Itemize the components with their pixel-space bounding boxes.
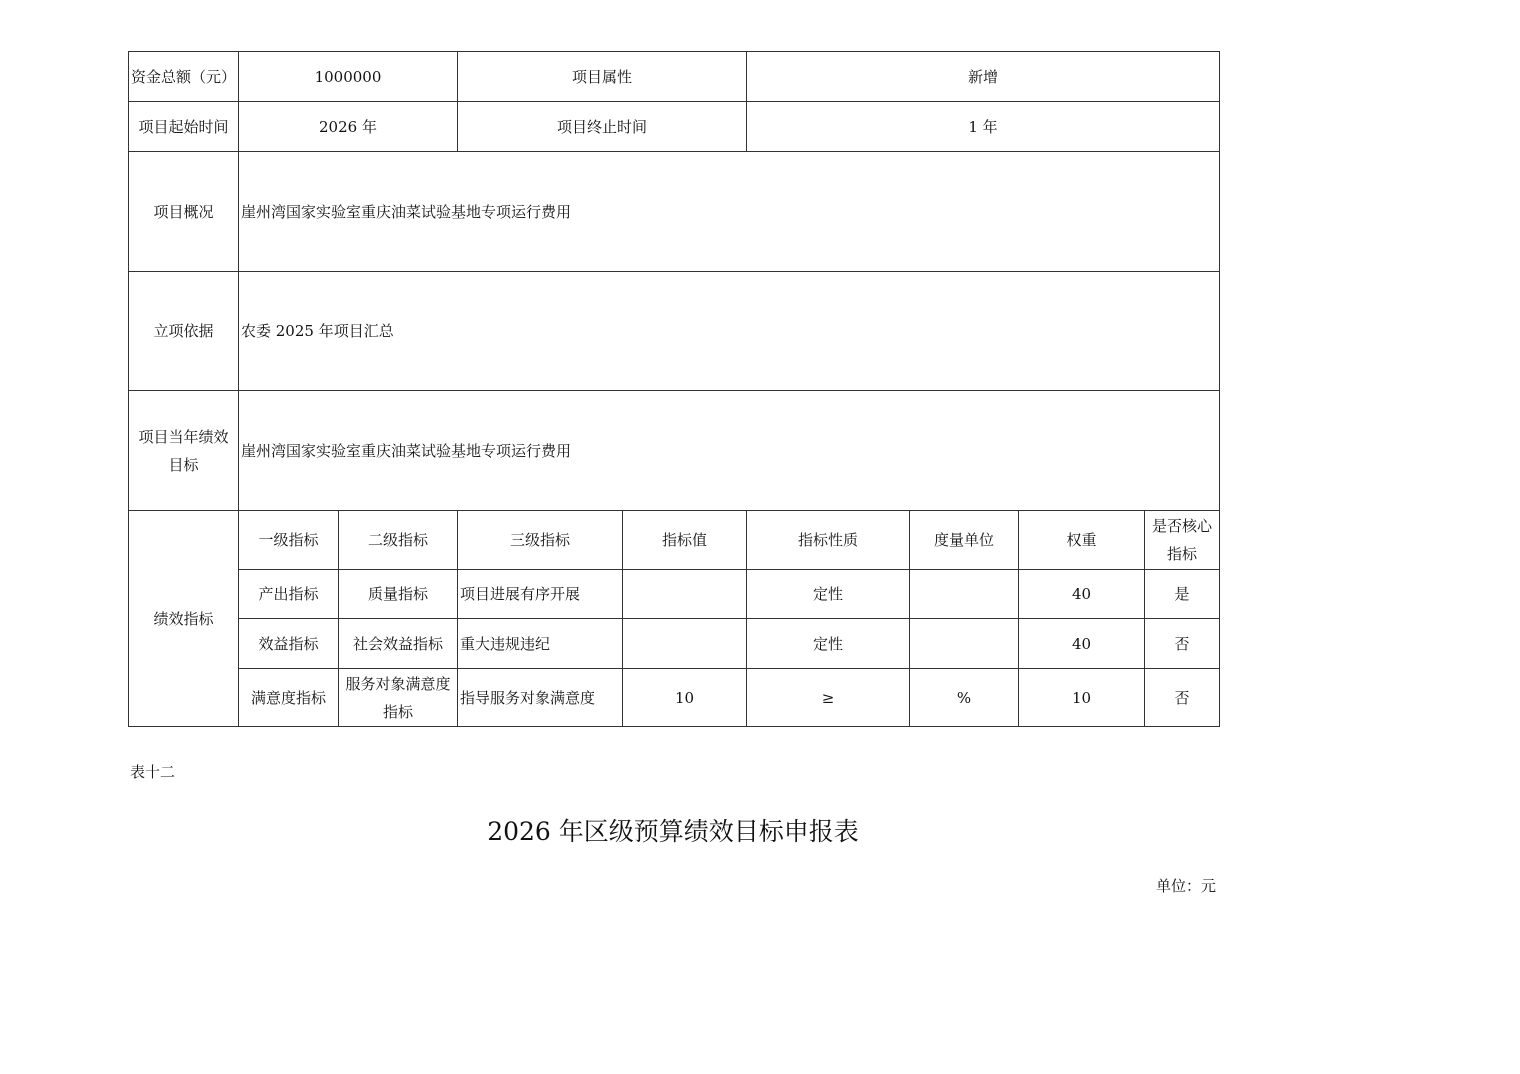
row-level2: 质量指标 <box>339 570 458 619</box>
goal-label <box>129 391 239 511</box>
row-level2 <box>339 669 458 727</box>
goal-value: 崖州湾国家实验室重庆油菜试验基地专项运行费用 <box>239 391 1220 511</box>
header-nature: 指标性质 <box>747 511 910 570</box>
project-attr-value: 新增 <box>747 52 1220 102</box>
table-caption: 表十二 <box>130 763 176 781</box>
header-level1: 一级指标 <box>239 511 339 570</box>
row-level2-line2: 指标 <box>382 702 413 721</box>
row-unit: % <box>910 669 1019 727</box>
row-level3: 重大违规违纪 <box>458 619 623 669</box>
header-core-line1: 是否核心 <box>1152 517 1213 535</box>
goal-label-line1: 项目当年绩效 <box>138 427 229 446</box>
row-unit <box>910 619 1019 669</box>
indicators-label: 绩效指标 <box>129 511 239 727</box>
indicator-row <box>129 669 1220 727</box>
row-value <box>623 619 747 669</box>
unit-label: 单位：元 <box>1155 877 1216 895</box>
basis-row <box>129 272 1220 391</box>
row-nature: ≥ <box>747 669 910 727</box>
goal-row <box>129 391 1220 511</box>
header-level3: 三级指标 <box>458 511 623 570</box>
row-level1: 满意度指标 <box>239 669 339 727</box>
row-level1: 效益指标 <box>239 619 339 669</box>
performance-target-table <box>128 51 1220 727</box>
goal-label-line2: 目标 <box>168 455 199 474</box>
overview-row <box>129 152 1220 272</box>
row-nature: 定性 <box>747 619 910 669</box>
project-attr-label: 项目属性 <box>458 52 747 102</box>
row-unit <box>910 570 1019 619</box>
basis-label: 立项依据 <box>129 272 239 391</box>
indicator-row <box>129 570 1220 619</box>
header-core-line2: 指标 <box>1167 545 1198 563</box>
funds-row <box>129 52 1220 102</box>
basis-value: 农委 2025 年项目汇总 <box>239 272 1220 391</box>
overview-label: 项目概况 <box>129 152 239 272</box>
row-weight: 10 <box>1019 669 1145 727</box>
row-core: 是 <box>1145 570 1220 619</box>
header-weight: 权重 <box>1019 511 1145 570</box>
row-value: 10 <box>623 669 747 727</box>
row-nature: 定性 <box>747 570 910 619</box>
row-level2: 社会效益指标 <box>339 619 458 669</box>
overview-value: 崖州湾国家实验室重庆油菜试验基地专项运行费用 <box>239 152 1220 272</box>
row-level3: 项目进展有序开展 <box>458 570 623 619</box>
indicator-header-row <box>129 511 1220 570</box>
end-time-label: 项目终止时间 <box>458 102 747 152</box>
header-level2: 二级指标 <box>339 511 458 570</box>
time-row <box>129 102 1220 152</box>
header-core <box>1145 511 1220 570</box>
row-weight: 40 <box>1019 570 1145 619</box>
row-level3: 指导服务对象满意度 <box>458 669 623 727</box>
start-time-label: 项目起始时间 <box>129 102 239 152</box>
start-time-value: 2026 年 <box>239 102 458 152</box>
row-weight: 40 <box>1019 619 1145 669</box>
row-level2-line1: 服务对象满意度 <box>345 674 451 693</box>
row-core: 否 <box>1145 669 1220 727</box>
funds-label: 资金总额（元） <box>129 52 239 102</box>
funds-value: 1000000 <box>239 52 458 102</box>
end-time-value: 1 年 <box>747 102 1220 152</box>
indicator-row <box>129 619 1220 669</box>
row-value <box>623 570 747 619</box>
row-core: 否 <box>1145 619 1220 669</box>
row-level1: 产出指标 <box>239 570 339 619</box>
header-value: 指标值 <box>623 511 747 570</box>
header-unit: 度量单位 <box>910 511 1019 570</box>
page-title: 2026 年区级预算绩效目标申报表 <box>487 817 859 846</box>
